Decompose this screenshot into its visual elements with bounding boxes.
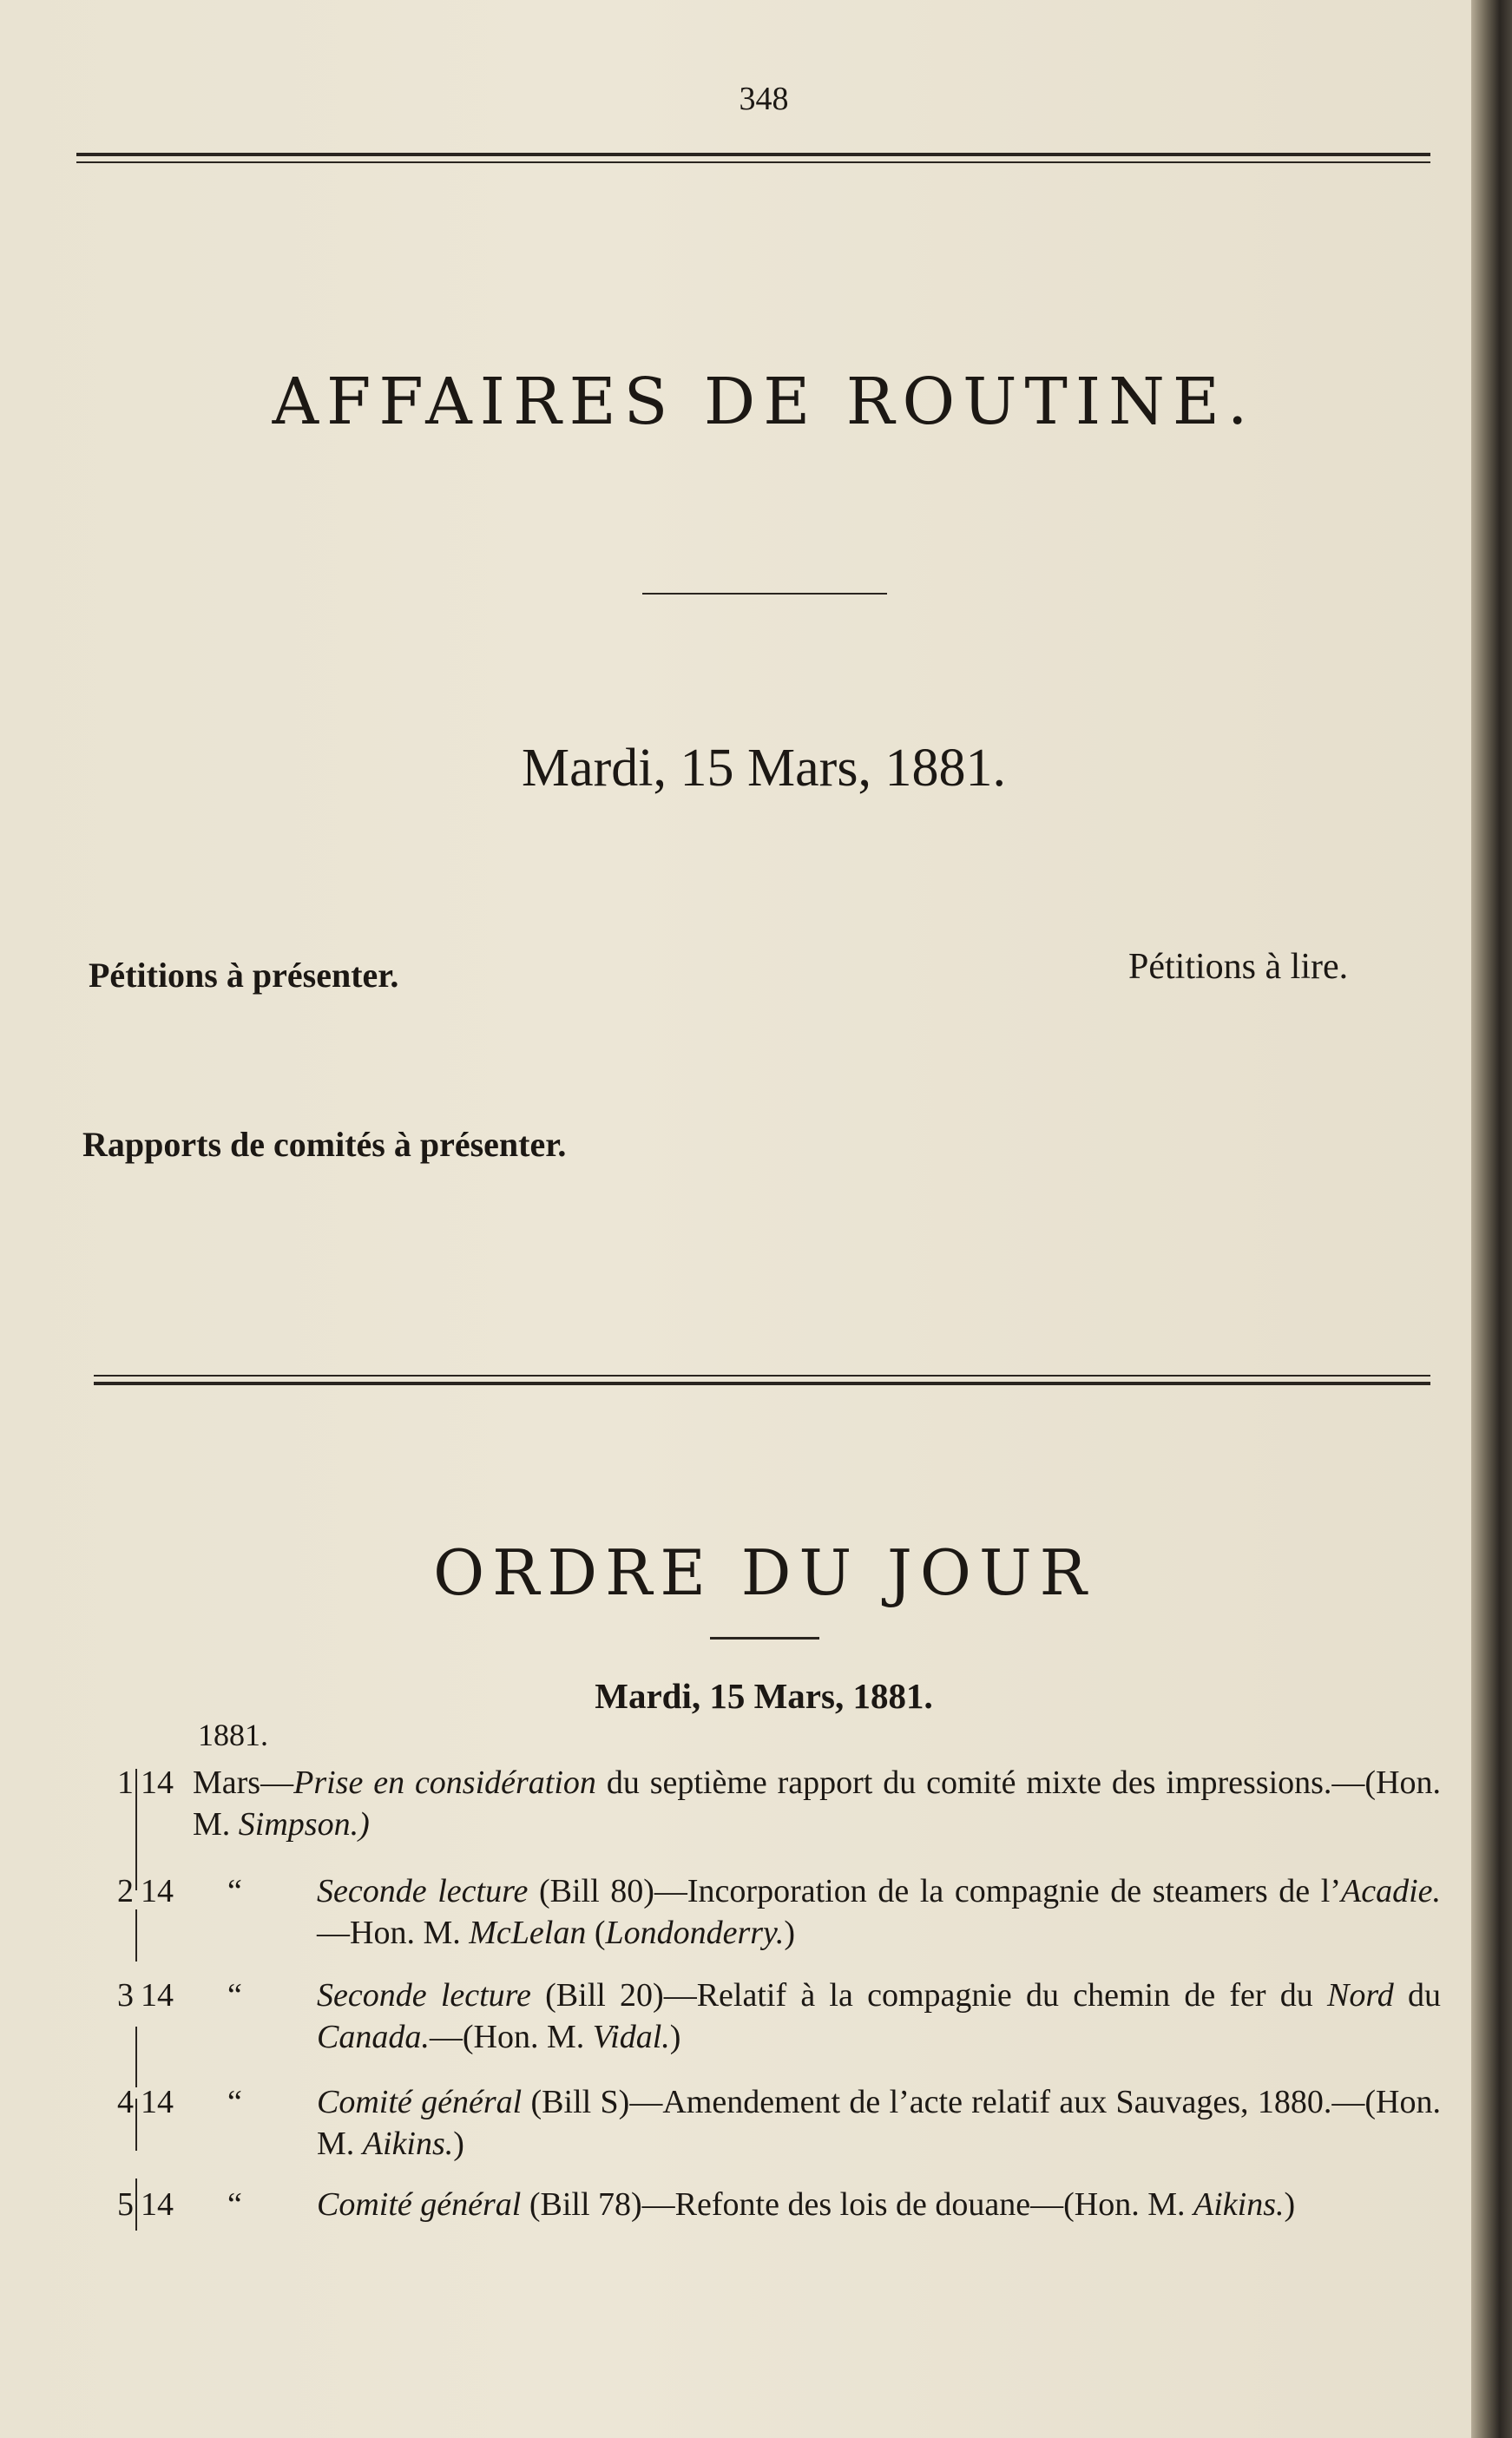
top-rule-thin [76, 161, 1430, 163]
item-riding: Londonderry. [605, 1915, 785, 1951]
committee-reports: Rapports de comités à présenter. [82, 1125, 567, 1164]
item-stage: Comité général [317, 2186, 522, 2223]
item-text [317, 2184, 1441, 2225]
item-member: McLelan [469, 1915, 587, 1951]
item-month: Mars— [193, 1764, 294, 1801]
margin-line [135, 2027, 137, 2087]
item-number: 2 [117, 1873, 134, 1909]
item-day: 14 [141, 1977, 174, 2014]
item-description: (Bill 78)—Refonte des lois de douane—(Hon. M. [521, 2186, 1194, 2223]
margin-line [135, 2099, 137, 2151]
item-number: 1 [117, 1764, 134, 1801]
ordre-du-jour-title: ORDRE DU JOUR [433, 1536, 1095, 1609]
petitions-to-read: Pétitions à lire. [1128, 947, 1349, 987]
margin-line [135, 1769, 137, 1890]
ordre-date: Mardi, 15 Mars, 1881. [595, 1676, 933, 1716]
item-member: Aikins. [362, 2126, 454, 2162]
item-stage: Seconde lecture [317, 1873, 529, 1909]
item-member: Simpson.) [238, 1806, 370, 1843]
item-description: ( [586, 1915, 606, 1951]
petitions-to-present: Pétitions à présenter. [89, 956, 399, 995]
routine-title: AFFAIRES DE ROUTINE. [272, 365, 1256, 439]
item-description: (Bill S)—Amendement de l’acte relatif aux Sauvages, 1880.—(Hon. M. [317, 2084, 1441, 2162]
item-stage: Prise en considération [293, 1764, 596, 1801]
item-description: (Bill 80)—Incorporation de la compagnie de steamers de l’ [528, 1873, 1341, 1909]
item-stage: Comité général [317, 2084, 523, 2120]
item-ditto: “ [227, 2186, 242, 2223]
item-member: Aikins. [1193, 2186, 1285, 2223]
item-text [317, 1975, 1441, 2058]
item-ditto: “ [227, 1977, 242, 2014]
item-description: du [1393, 1977, 1442, 2014]
item-description: du septième rapport du comité mixte des impressions.—(Hon. M. [193, 1764, 1442, 1843]
item-day: 14 [141, 1764, 174, 1801]
page-number: 348 [739, 81, 789, 117]
ordre-title-rule [710, 1637, 819, 1640]
item-emphasis: Canada. [317, 2019, 430, 2055]
book-spine [1471, 0, 1512, 2438]
middle-rule-thin [94, 1375, 1430, 1377]
item-description: —(Hon. M. [429, 2019, 593, 2055]
item-number: 4 [117, 2084, 134, 2120]
margin-line [135, 2178, 137, 2231]
item-number: 5 [117, 2186, 134, 2223]
item-description: —Hon. M. [317, 1915, 470, 1951]
item-text [193, 1762, 1441, 1845]
item-text [317, 1870, 1441, 1954]
item-member: Vidal. [592, 2019, 670, 2055]
item-emphasis: Acadie. [1340, 1873, 1441, 1909]
item-ditto: “ [227, 2084, 242, 2120]
item-number: 3 [117, 1977, 134, 2014]
margin-line [135, 1909, 137, 1962]
item-stage: Seconde lecture [317, 1977, 531, 2014]
middle-rule-thick [94, 1382, 1430, 1385]
item-emphasis: Nord [1327, 1977, 1394, 2014]
routine-date: Mardi, 15 Mars, 1881. [522, 739, 1006, 798]
item-day: 14 [141, 2084, 174, 2120]
item-ditto: “ [227, 1873, 242, 1909]
item-day: 14 [141, 1873, 174, 1909]
top-rule-thick [76, 153, 1430, 156]
item-text [317, 2081, 1441, 2165]
item-description-end: ) [669, 2019, 681, 2055]
item-description-end: ) [784, 1915, 795, 1951]
routine-title-rule [642, 593, 887, 595]
item-description-end: ) [453, 2126, 464, 2162]
ordre-year: 1881. [198, 1718, 268, 1752]
item-day: 14 [141, 2186, 174, 2223]
item-description: (Bill 20)—Relatif à la compagnie du chemin de fer du [530, 1977, 1328, 2014]
item-description-end: ) [1284, 2186, 1296, 2223]
